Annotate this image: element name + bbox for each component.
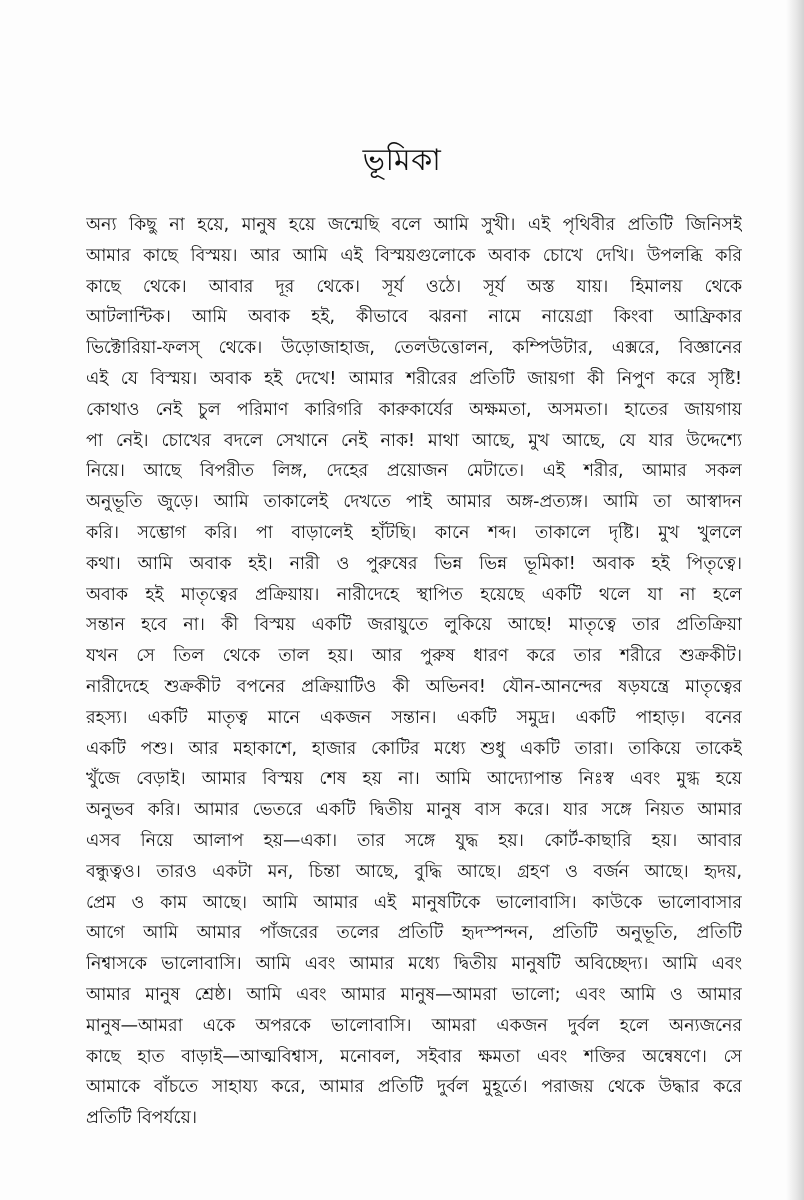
- text-line: যখন সে তিল থেকে তাল হয়। আর পুরুষ ধারণ করে তার শরীরে শুক্রকীট।: [86, 646, 742, 667]
- text-line: খুঁজে বেড়াই। আমার বিস্ময় শেষ হয় না। আমি আদ্যোপান্ত নিঃস্ব এবং মুগ্ধ হয়ে: [86, 769, 742, 790]
- body-paragraph: [86, 210, 742, 1134]
- text-line: পা নেই। চোখের বদলে সেখানে নেই নাক! মাথা আছে, মুখ আছে, যে যার উদ্দেশ্যে: [86, 430, 742, 451]
- text-line: অনুভব করি। আমার ভেতরে একটি দ্বিতীয় মানুষ বাস করে। যার সঙ্গে নিয়ত আমার: [86, 800, 742, 821]
- text-line: অন্য কিছু না হয়ে, মানুষ হয়ে জন্মেছি বলে আমি সুখী। এই পৃথিবীর প্রতিটি জিনিসই: [86, 215, 742, 235]
- text-line: নিশ্বাসকে ভালোবাসি। আমি এবং আমার মধ্যে দ্বিতীয় মানুষটি অবিচ্ছেদ্য। আমি এবং: [86, 954, 742, 975]
- text-line: করি। সম্ভোগ করি। পা বাড়ালেই হাঁটছি। কানে শব্দ। তাকালে দৃষ্টি। মুখ খুললে: [86, 522, 742, 543]
- text-line: আগে আমি আমার পাঁজরের তলের প্রতিটি হৃদস্পন্দন, প্রতিটি অনুভূতি, প্রতিটি: [86, 923, 742, 944]
- text-line: অনুভূতি জুড়ে। আমি তাকালেই দেখতে পাই আমার অঙ্গ-প্রত্যঙ্গ। আমি তা আস্বাদন: [86, 492, 742, 513]
- text-line: সন্তান হবে না। কী বিস্ময় একটি জরায়ুতে লুকিয়ে আছে! মাতৃত্বে তার প্রতিক্রিয়া: [86, 615, 742, 636]
- text-line: আমার কাছে বিস্ময়। আর আমি এই বিস্ময়গুলোকে অবাক চোখে দেখি। উপলব্ধি করি: [86, 245, 742, 266]
- text-line: কাছে হাত বাড়াই—আত্মবিশ্বাস, মনোবল, সইবার ক্ষমতা এবং শক্তির অন্বেষণে। সে: [86, 1046, 742, 1067]
- text-line: রহস্য। একটি মাতৃত্ব মানে একজন সন্তান। একটি সমুদ্র। একটি পাহাড়। বনের: [86, 707, 742, 728]
- text-line: এই যে বিস্ময়। অবাক হই দেখে! আমার শরীরের প্রতিটি জায়গা কী নিপুণ করে সৃষ্টি!: [86, 368, 742, 389]
- text-line: প্রেম ও কাম আছে। আমি আমার এই মানুষটিকে ভালোবাসি। কাউকে ভালোবাসার: [86, 892, 742, 913]
- text-line: এসব নিয়ে আলাপ হয়—একা। তার সঙ্গে যুদ্ধ হয়। কোর্ট-কাছারি হয়। আবার: [86, 830, 742, 851]
- text-line: বন্ধুত্বও। তারও একটা মন, চিন্তা আছে, বুদ্ধি আছে। গ্রহণ ও বর্জন আছে। হৃদয়,: [86, 861, 742, 882]
- page-title: ভূমিকা: [362, 143, 442, 178]
- text-line: নিয়ে। আছে বিপরীত লিঙ্গ, দেহের প্রয়োজন মেটাতে। এই শরীর, আমার সকল: [86, 461, 742, 482]
- text-line: কথা। আমি অবাক হই। নারী ও পুরুষের ভিন্ন ভিন্ন ভূমিকা! অবাক হই পিতৃত্বে।: [86, 553, 742, 574]
- text-line: কোথাও নেই চুল পরিমাণ কারিগরি কারুকার্যের অক্ষমতা, অসমতা। হাতের জায়গায়: [86, 399, 742, 420]
- text-line: মানুষ—আমরা একে অপরকে ভালোবাসি। আমরা একজন দুর্বল হলে অন্যজনের: [86, 1015, 742, 1036]
- text-line: নারীদেহে শুক্রকীট বপনের প্রক্রিয়াটিও কী অভিনব! যৌন-আনন্দের ষড়যন্ত্রে মাতৃত্বের: [86, 676, 742, 697]
- text-line: একটি পশু। আর মহাকাশে, হাজার কোটির মধ্যে শুধু একটি তারা। তাকিয়ে তাকেই: [86, 738, 742, 759]
- text-line: আমাকে বাঁচতে সাহায্য করে, আমার প্রতিটি দুর্বল মুহূর্তে। পরাজয় থেকে উদ্ধার করে: [86, 1077, 742, 1098]
- text-line: আটলান্টিক। আমি অবাক হই, কীভাবে ঝরনা নামে নায়েগ্রা কিংবা আফ্রিকার: [86, 307, 742, 328]
- text-line: ভিক্টোরিয়া-ফলস্ থেকে। উড়োজাহাজ, তেলউত্তোলন, কম্পিউটার, এক্সরে, বিজ্ঞানের: [86, 338, 742, 359]
- text-line: অবাক হই মাতৃত্বের প্রক্রিয়ায়। নারীদেহে স্থাপিত হয়েছে একটি থলে যা না হলে: [86, 584, 742, 605]
- text-line: আমার মানুষ শ্রেষ্ঠ। আমি এবং আমার মানুষ—আমরা ভালো; এবং আমি ও আমার: [86, 984, 742, 1005]
- text-line: কাছে থেকে। আবার দূর থেকে। সূর্য ওঠে। সূর্য অস্ত যায়। হিমালয় থেকে: [86, 276, 742, 297]
- text-line-last: প্রতিটি বিপর্যয়ে।: [86, 1108, 197, 1129]
